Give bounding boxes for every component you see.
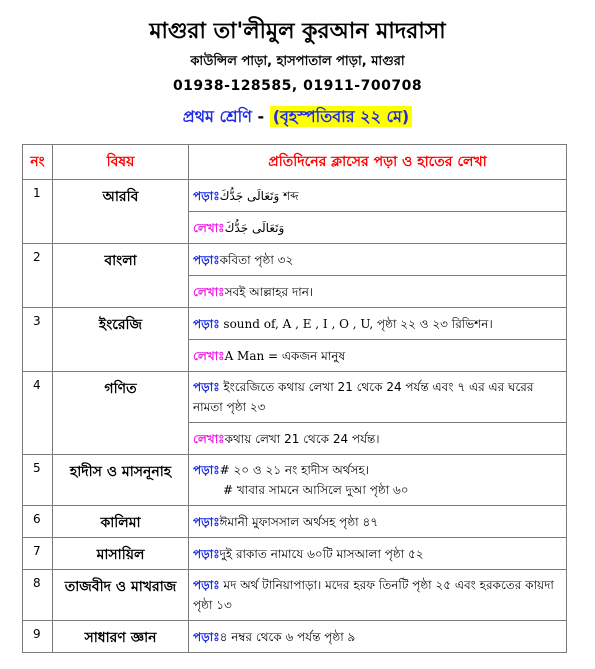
row-subject: মাসায়িল xyxy=(53,538,189,570)
read-text: # ২০ ও ২১ নং হাদীস অর্থসহ। xyxy=(219,463,370,477)
header-number: নং xyxy=(23,145,53,180)
read-label: পড়াঃ xyxy=(193,316,220,331)
row-number: 2 xyxy=(23,244,53,308)
read-label: পড়াঃ xyxy=(193,578,220,592)
write-label: লেখাঃ xyxy=(193,348,225,363)
read-cell xyxy=(189,621,567,653)
table-header-row xyxy=(23,145,567,180)
read-cell xyxy=(189,538,567,570)
read-label: পড়াঃ xyxy=(193,188,220,203)
read-cell xyxy=(189,570,567,621)
row-number: 1 xyxy=(23,180,53,244)
row-subject: গণিত xyxy=(53,372,189,455)
write-text: সবই আল্লাহর দান। xyxy=(224,284,314,299)
read-text-line2: # খাবার সামনে আসিলে দুআ পৃষ্ঠা ৬০ xyxy=(223,483,409,497)
class-separator: - xyxy=(257,107,265,126)
routine-table xyxy=(22,144,567,653)
header-content: প্রতিদিনের ক্লাসের পড়া ও হাতের লেখা xyxy=(189,145,567,180)
row-subject: বাংলা xyxy=(53,244,189,308)
row-number: 7 xyxy=(23,538,53,570)
read-label: পড়াঃ xyxy=(193,463,220,477)
table-row xyxy=(23,455,567,506)
read-cell xyxy=(189,244,567,276)
row-subject: তাজবীদ ও মাখরাজ xyxy=(53,570,189,621)
row-number: 3 xyxy=(23,308,53,372)
table-row xyxy=(23,180,567,212)
page-title: মাগুরা তা'লীমুল কুরআন মাদরাসা xyxy=(149,19,446,44)
write-label: লেখাঃ xyxy=(193,220,225,235)
read-cell xyxy=(189,180,567,212)
table-row xyxy=(23,308,567,340)
table-row xyxy=(23,372,567,423)
write-cell xyxy=(189,276,567,308)
write-cell xyxy=(189,212,567,244)
read-text: وَتَعَالَى جَدُّكَ শব্দ xyxy=(219,188,299,203)
read-text: ৪ নম্বর থেকে ৬ পর্যন্ত পৃষ্ঠা ৯ xyxy=(219,629,356,644)
row-subject: কালিমা xyxy=(53,506,189,538)
row-number: 9 xyxy=(23,621,53,653)
row-subject: আরবি xyxy=(53,180,189,244)
table-row xyxy=(23,506,567,538)
row-subject: হাদীস ও মাসনূনাহ xyxy=(53,455,189,506)
table-row xyxy=(23,621,567,653)
write-text: কথায় লেখা 21 থেকে 24 পর্যন্ত। xyxy=(224,431,380,446)
read-cell xyxy=(189,308,567,340)
table-row xyxy=(23,538,567,570)
row-number: 6 xyxy=(23,506,53,538)
read-label: পড়াঃ xyxy=(193,546,220,561)
header-subject: বিষয় xyxy=(53,145,189,180)
write-cell xyxy=(189,340,567,372)
read-cell xyxy=(189,506,567,538)
write-text: A Man = একজন মানুষ xyxy=(224,348,346,363)
write-label: লেখাঃ xyxy=(193,431,225,446)
read-text: sound of, A , E , I , O , U, পৃষ্ঠা ২২ ও ২৩ রিভিশন। xyxy=(219,316,493,331)
read-text: কবিতা পৃষ্ঠা ৩২ xyxy=(219,252,294,267)
phone-numbers: 01938-128585, 01911-700708 xyxy=(172,78,423,94)
read-label: পড়াঃ xyxy=(193,514,220,529)
address: কাউন্সিল পাড়া, হাসপাতাল পাড়া, মাগুরা xyxy=(190,54,405,69)
read-cell xyxy=(189,372,567,423)
class-name: প্রথম শ্রেণি xyxy=(182,107,252,126)
read-text: মদ অর্থ টানিয়াপাড়া। মদের হরফ তিনটি পৃষ্ঠা ২৫ এবং হরকতের কায়দা পৃষ্ঠা ১৩ xyxy=(193,578,554,612)
read-cell xyxy=(189,455,567,506)
write-label: লেখাঃ xyxy=(193,284,225,299)
write-text: وَتَعَالَى جَدُّكَ xyxy=(224,220,285,235)
table-row xyxy=(23,570,567,621)
row-number: 5 xyxy=(23,455,53,506)
read-text: দুই রাকাত নামাযে ৬০টি মাসআলা পৃষ্ঠা ৫২ xyxy=(219,546,424,561)
row-subject: ইংরেজি xyxy=(53,308,189,372)
read-label: পড়াঃ xyxy=(193,252,220,267)
row-number: 8 xyxy=(23,570,53,621)
row-subject: সাধারণ জ্ঞান xyxy=(53,621,189,653)
row-number: 4 xyxy=(23,372,53,455)
table-row xyxy=(23,244,567,276)
read-label: পড়াঃ xyxy=(193,380,220,394)
read-label: পড়াঃ xyxy=(193,629,220,644)
class-date: (বৃহস্পতিবার ২২ মে) xyxy=(270,106,413,127)
write-cell xyxy=(189,423,567,455)
read-text: ঈমানী মুফাসসাল অর্থসহ পৃষ্ঠা ৪৭ xyxy=(219,514,379,529)
read-text: ইংরেজিতে কথায় লেখা 21 থেকে 24 পর্যন্ত এবং ৭ এর এর ঘরের নামতা পৃষ্ঠা ২৩ xyxy=(193,380,534,414)
class-line xyxy=(0,104,595,131)
